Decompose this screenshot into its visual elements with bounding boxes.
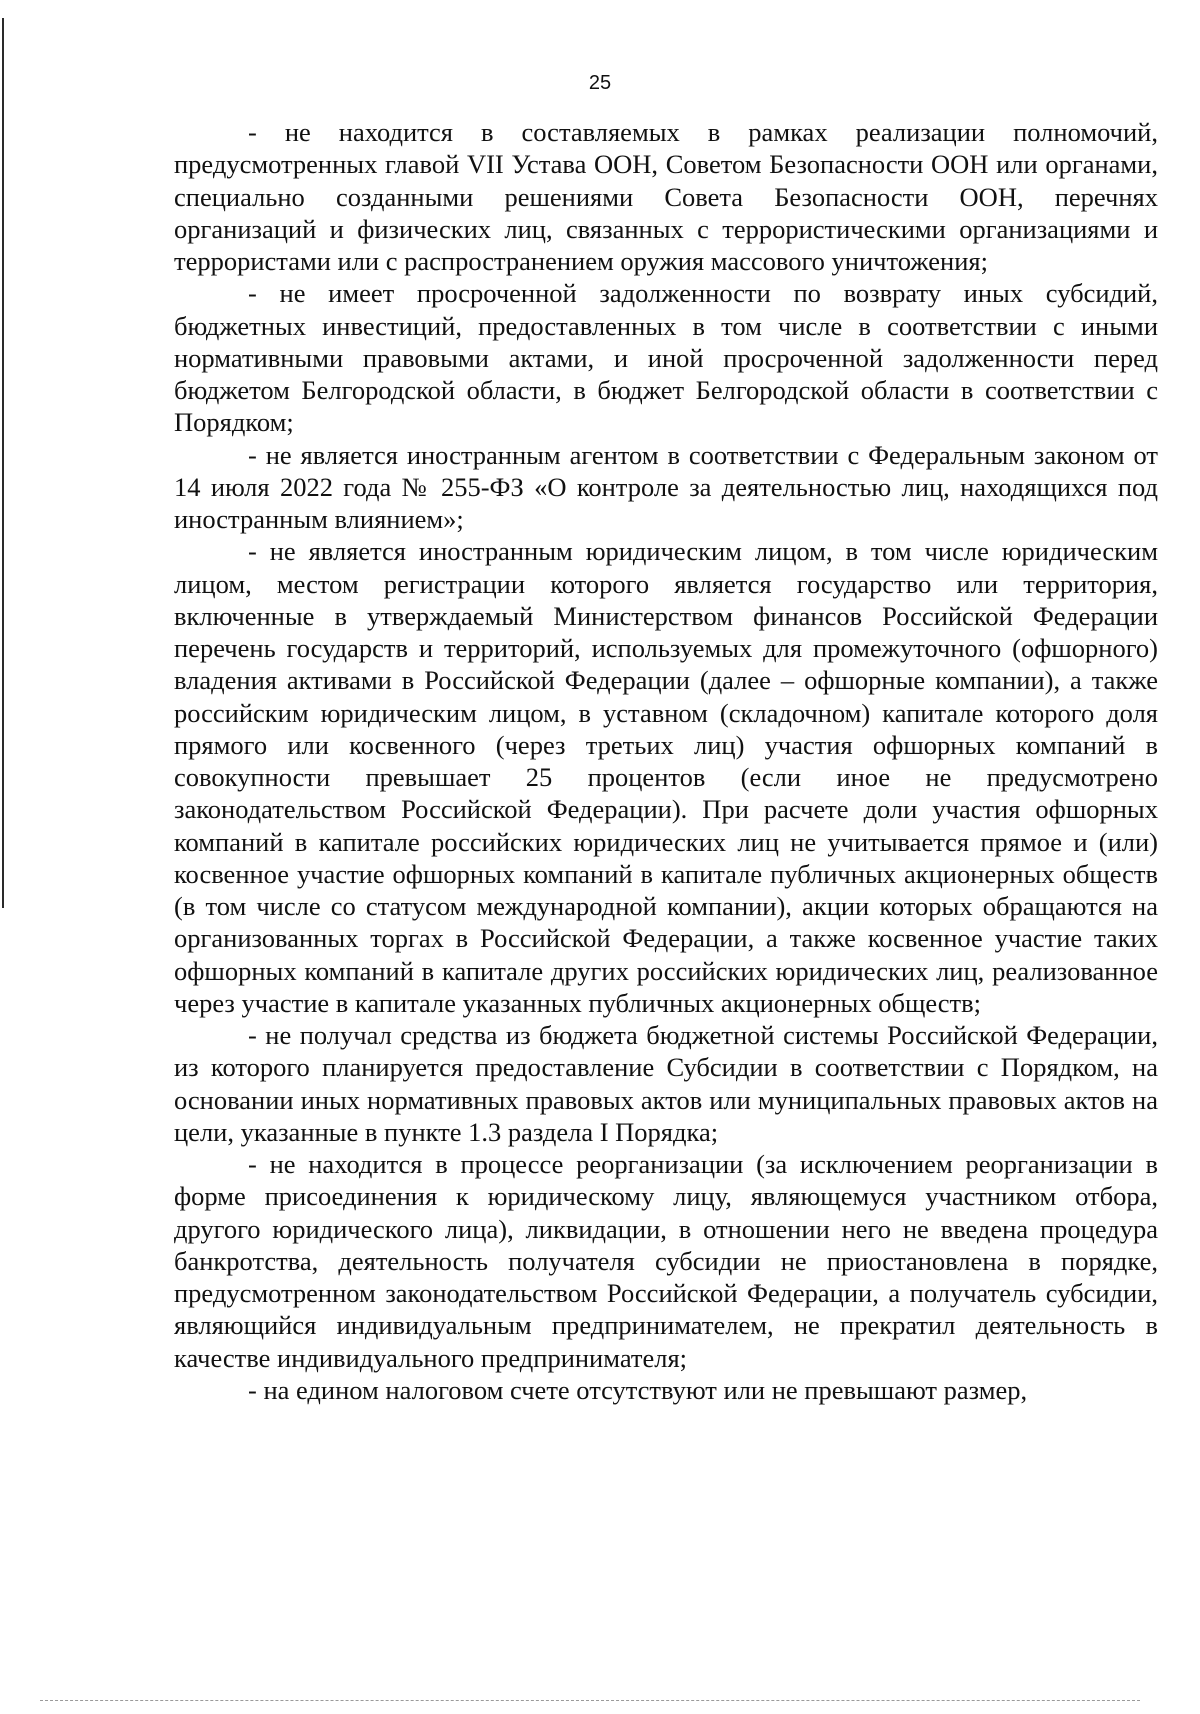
paragraph-sanctions-lists: - не находится в составляемых в рамках реализации полномочий, предусмотренных главой VII Устава ООН, Советом Безопасности ООН или органами, специально созданными решениями Совета Безопасности ООН, перечнях организаций и физических лиц, связанных с террористическими организациями и террористами или с распространением оружия массового уничтожения; [174, 117, 1158, 276]
paragraph-budget-funds: - не получал средства из бюджета бюджетной системы Российской Федерации, из которого планируется предоставление Субсидии в соответствии с Порядком, на основании иных нормативных правовых актов или муниципальных правовых актов на цели, указанные в пункте 1.3 раздела I Порядка; [174, 1020, 1158, 1147]
paragraph-tax-account: - на едином налоговом счете отсутствуют или не превышают размер, [248, 1374, 1028, 1405]
paragraph-foreign-agent: - не является иностранным агентом в соответствии с Федеральным законом от 14 июля 2022 года № 255-ФЗ «О контроле за деятельностью лиц, находящихся под иностранным влиянием»; [174, 439, 1158, 534]
paragraph-reorganization: - не находится в процессе реорганизации (за исключением реорганизации в форме присоединения к юридическому лицу, являющемуся участником отбора, другого юридического лица), ликвидации, в отношении него не введена процедура банкротства, деятельность получателя субсидии не приостановлена в порядке, предусмотренном законодательством Российской Федерации, а получатель субсидии, являющийся индивидуальным предпринимателем, не прекратил деятельность в качестве индивидуального предпринимателя; [174, 1149, 1158, 1373]
scan-edge-line [2, 18, 4, 908]
document-body [174, 116, 1158, 1406]
paragraph-overdue-debt: - не имеет просроченной задолженности по возврату иных субсидий, бюджетных инвестиций, предоставленных в том числе в соответствии с иными нормативными правовыми актами, и иной просроченной задолженности перед бюджетом Белгородской области, в бюджет Белгородской области в соответствии с Порядком; [174, 278, 1158, 438]
paragraph-offshore-companies: - не является иностранным юридическим лицом, в том числе юридическим лицом, местом регистрации которого является государство или территория, включенные в утверждаемый Министерством финансов Российской Федерации перечень государств и территорий, используемых для промежуточного (офшорного) владения активами в Российской Федерации (далее – офшорные компании), а также российским юридическим лицом, в уставном (складочном) капитале которого доля прямого или косвенного (через третьих лиц) участия офшорных компаний в совокупности превышает 25 процентов (если иное не предусмотрено законодательством Российской Федерации). При расчете доли участия офшорных компаний в капитале российских юридических лиц не учитывается прямое и (или) косвенное участие офшорных компаний в капитале публичных акционерных обществ (в том числе со статусом международной компании), акции которых обращаются на организованных торгах в Российской Федерации, а также косвенное участие таких офшорных компаний в капитале других российских юридических лиц, реализованное через участие в капитале указанных публичных акционерных обществ; [174, 536, 1158, 1018]
page-number: 25 [588, 72, 612, 94]
scan-bottom-edge [40, 1700, 1140, 1701]
